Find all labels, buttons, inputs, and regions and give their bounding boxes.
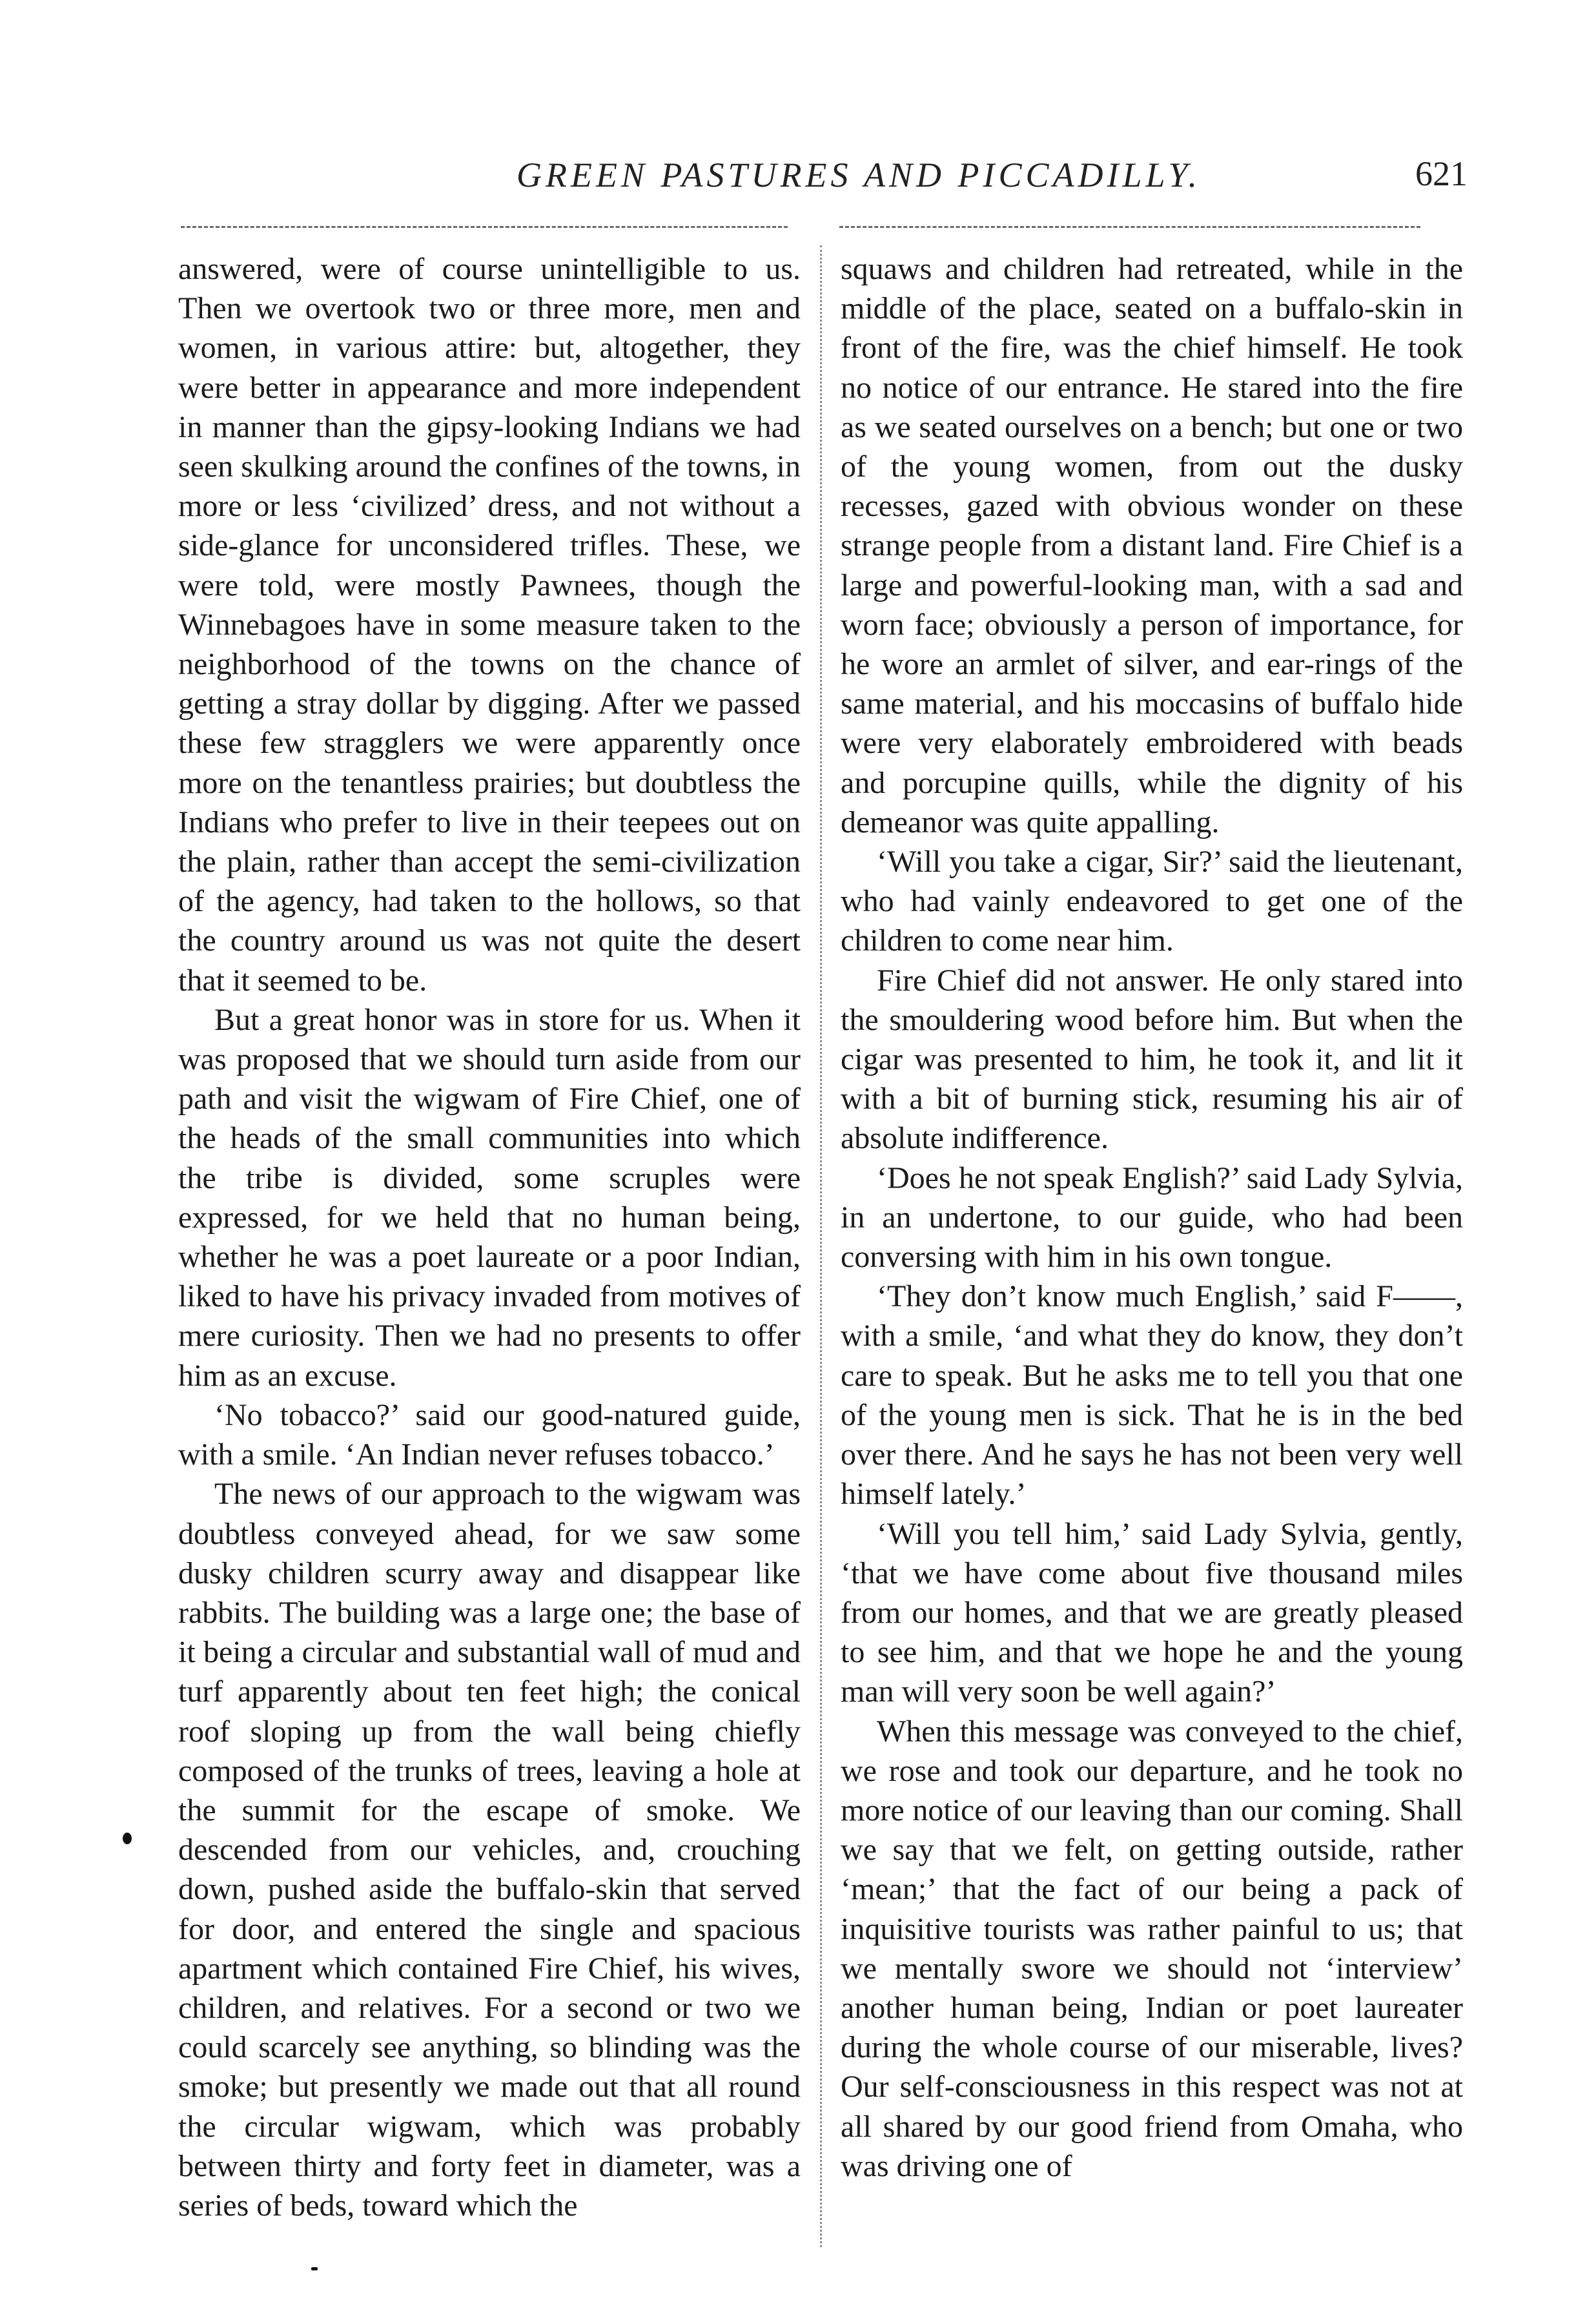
- paragraph: When this message was conveyed to the chief, we rose and took our departure, and he took no more notice of our leaving than our coming. Shall we say that we felt, on getting outside, rather ‘mean;’ that the fact of our being a pack of inquisitive tourists was rather painful to us; that we mentally swore we should not ‘interview’ another human being, Indian or poet laureater during the whole course of our miserable, lives? Our self-consciousness in this respect was not at all shared by our good friend from Omaha, who was driving one of: [841, 1714, 1463, 2183]
- running-title: GREEN PASTURES AND PICCADILLY.: [516, 156, 1202, 194]
- ink-speck: [123, 1833, 132, 1844]
- column-divider: [820, 245, 822, 2247]
- paragraph: squaws and children had retreated, while in the middle of the place, seated on a buffalo-skin in front of the fire, was the chief himself. He took no notice of our entrance. He stared into the fire as we seated ourselves on a bench; but one or two of the young women, from out the dusky recesses, gazed with obvious wonder on these strange people from a distant land. Fire Chief is a large and powerful-looking man, with a sad and worn face; obviously a person of importance, for he wore an armlet of silver, and ear-rings of the same material, and his moccasins of buffalo hide were very elaborately embroidered with beads and porcupine quills, while the dignity of his demeanor was quite appalling.: [841, 252, 1463, 839]
- paragraph: ‘They don’t know much English,’ said F——, with a smile, ‘and what they do know, they don’t care to speak. But he asks me to tell you that one of the young men is sick. That he is in the bed over there. And he says he has not been very well himself lately.’: [841, 1279, 1463, 1512]
- paragraph: ‘No tobacco?’ said our good-natured guide, with a smile. ‘An Indian never refuses tobacco.’: [178, 1397, 801, 1472]
- page-number: 621: [1415, 154, 1468, 193]
- right-column: [841, 249, 1463, 2186]
- header-rule-right: [839, 226, 1420, 228]
- paragraph: The news of our approach to the wigwam was doubtless conveyed ahead, for we saw some dusky children scurry away and disappear like rabbits. The building was a large one; the base of it being a circular and substantial wall of mud and turf apparently about ten feet high; the conical roof sloping up from the wall being chiefly composed of the trunks of trees, leaving a hole at the summit for the escape of smoke. We descended from our vehicles, and, crouching down, pushed aside the buffalo-skin that served for door, and entered the single and spacious apartment which contained Fire Chief, his wives, children, and relatives. For a second or two we could scarcely see anything, so blinding was the smoke; but presently we made out that all round the circular wigwam, which was probably between thirty and forty feet in diameter, was a series of beds, toward which the: [178, 1477, 801, 2223]
- paragraph: ‘Will you take a cigar, Sir?’ said the lieutenant, who had vainly endeavored to get one of the children to come near him.: [841, 845, 1463, 958]
- paragraph: ‘Does he not speak English?’ said Lady Sylvia, in an undertone, to our guide, who had been conversing with him in his own tongue.: [841, 1160, 1463, 1275]
- ink-speck: [311, 2267, 318, 2270]
- paragraph: Fire Chief did not answer. He only stared into the smouldering wood before him. But when the cigar was presented to him, he took it, and lit it with a bit of burning stick, resuming his air of absolute indifference.: [841, 963, 1463, 1156]
- left-column: [178, 249, 801, 2225]
- header-rule-left: [181, 226, 788, 228]
- paragraph: But a great honor was in store for us. When it was proposed that we should turn aside from our path and visit the wigwam of Fire Chief, one of the heads of the small communities into which the tribe is divided, some scruples were expressed, for we held that no human being, whether he was a poet laureate or a poor Indian, liked to have his privacy invaded from motives of mere curiosity. Then we had no presents to offer him as an excuse.: [178, 1002, 801, 1393]
- paragraph: answered, were of course unintelligible to us. Then we overtook two or three more, men and women, in various attire: but, altogether, they were better in appearance and more independent in manner than the gipsy-looking Indians we had seen skulking around the confines of the towns, in more or less ‘civilized’ dress, and not without a side-glance for unconsidered trifles. These, we were told, were mostly Pawnees, though the Winnebagoes have in some measure taken to the neighborhood of the towns on the chance of getting a stray dollar by digging. After we passed these few stragglers we were apparently once more on the tenantless prairies; but doubtless the Indians who prefer to live in their teepees out on the plain, rather than accept the semi-civilization of the agency, had taken to the hollows, so that the country around us was not quite the desert that it seemed to be.: [178, 252, 801, 998]
- paragraph: ‘Will you tell him,’ said Lady Sylvia, gently, ‘that we have come about five thousand miles from our homes, and that we are greatly pleased to see him, and that we hope he and the young man will very soon be well again?’: [841, 1516, 1463, 1709]
